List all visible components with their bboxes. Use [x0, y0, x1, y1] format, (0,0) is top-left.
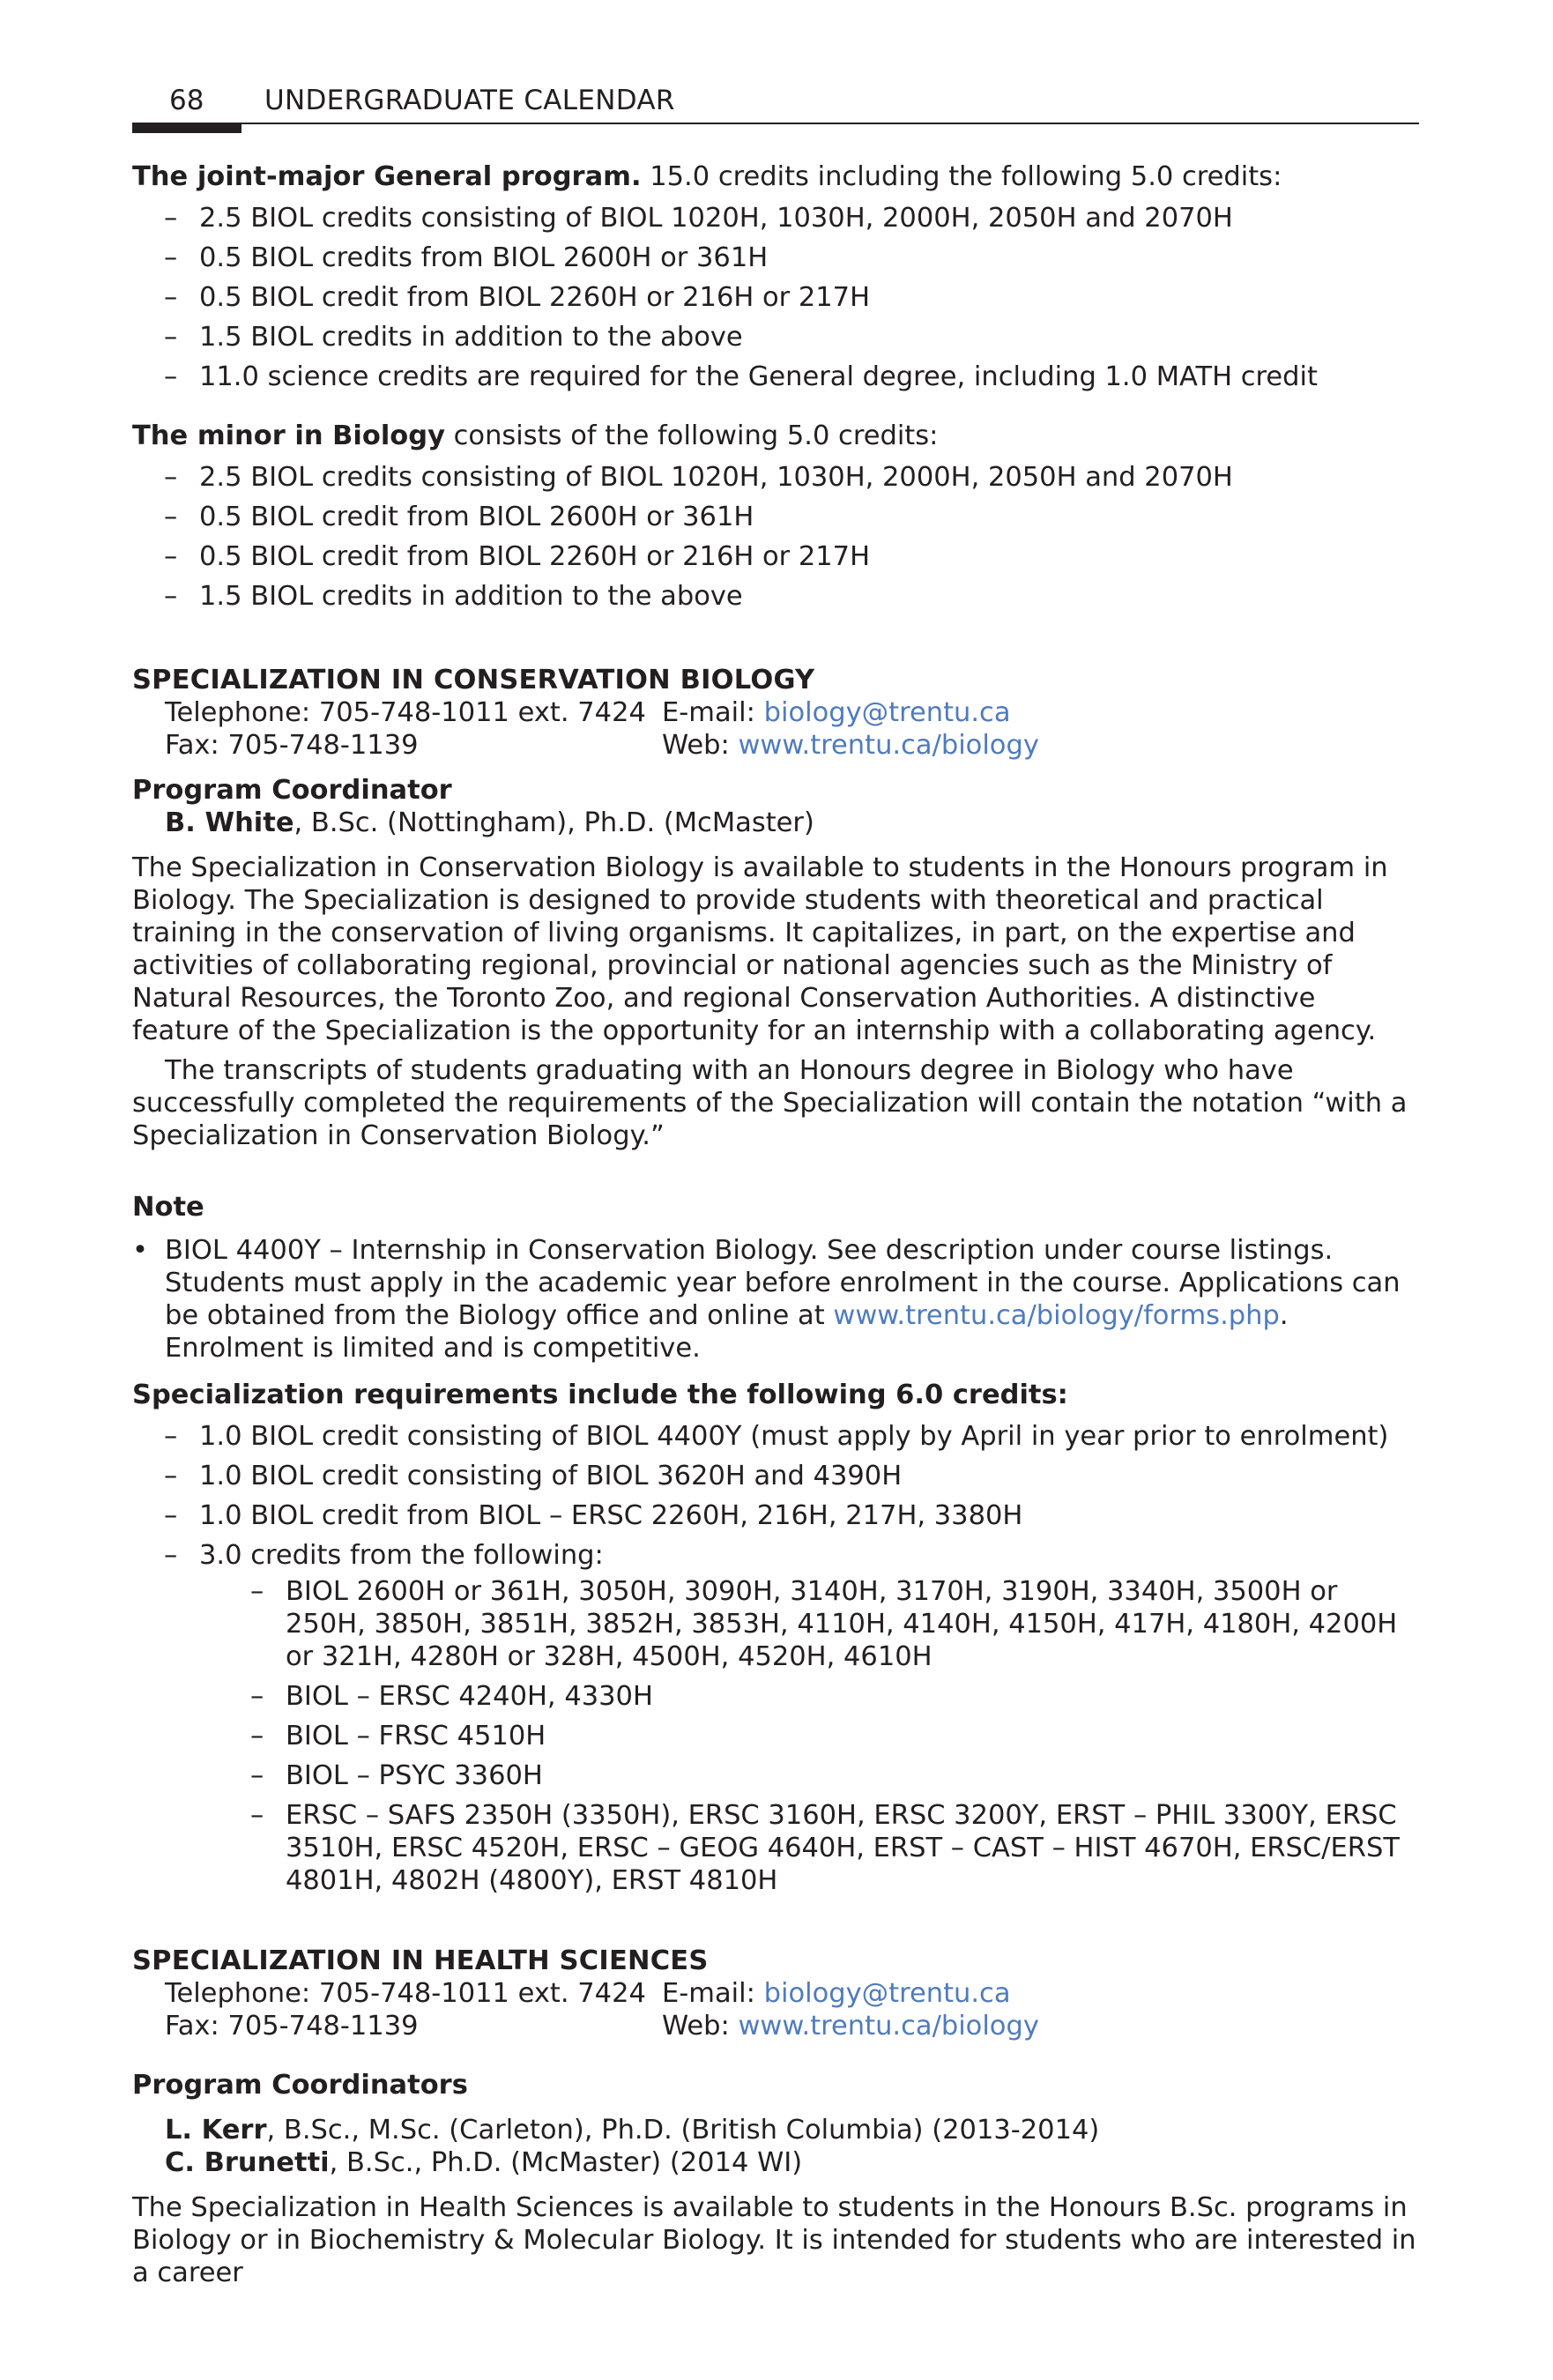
- sublist-item: – BIOL 2600H or 361H, 3050H, 3090H, 3140H, 3170H, 3190H, 3340H, 3500H or 250H, 3850H, 3851H, 3852H, 3853H, 4110H, 4140H, 4150H, 417H, 4180H, 4200H or 321H, 4280H or 328H, 4500H, 4520H, 4610H: [132, 1575, 1419, 1673]
- coordinator-credentials: , B.Sc., Ph.D. (McMaster) (2014 WI): [329, 2147, 803, 2178]
- conservation-coordinator: [132, 807, 1419, 839]
- note-heading: Note: [132, 1192, 204, 1223]
- list-item: – 1.5 BIOL credits in addition to the above: [132, 317, 1419, 357]
- list-item: – 0.5 BIOL credit from BIOL 2260H or 216H or 217H: [132, 278, 1419, 317]
- list-item: – 1.0 BIOL credit consisting of BIOL 3620H and 4390H: [132, 1456, 1419, 1496]
- sublist-item: – BIOL – FRSC 4510H: [132, 1720, 1419, 1752]
- general-program-intro-text: 15.0 credits including the following 5.0 credits:: [641, 161, 1282, 192]
- minor-title: The minor in Biology: [132, 420, 445, 451]
- coordinator-credentials: , B.Sc., M.Sc. (Carleton), Ph.D. (British Columbia) (2013-2014): [266, 2115, 1100, 2146]
- minor-intro: [132, 420, 1419, 452]
- coordinator-name: B. White: [165, 807, 294, 838]
- conservation-contact: [132, 696, 1419, 762]
- health-telephone: Telephone: 705-748-1011 ext. 7424: [165, 1978, 646, 2009]
- list-item: – 1.0 BIOL credit consisting of BIOL 4400Y (must apply by April in year prior to enrolment): [132, 1417, 1419, 1456]
- list-item: – 0.5 BIOL credits from BIOL 2600H or 361H: [132, 238, 1419, 278]
- list-item: – 3.0 credits from the following:: [132, 1536, 1419, 1575]
- coordinator-credentials: , B.Sc. (Nottingham), Ph.D. (McMaster): [294, 807, 814, 838]
- header-tab: [132, 123, 241, 133]
- health-coordinators-heading: Program Coordinators: [132, 2070, 468, 2101]
- conservation-telephone: Telephone: 705-748-1011 ext. 7424: [165, 697, 646, 728]
- list-item: – 0.5 BIOL credit from BIOL 2260H or 216H or 217H: [132, 537, 1419, 576]
- page-header: [132, 83, 1419, 138]
- conservation-fax: Fax: 705-748-1139: [165, 730, 419, 761]
- list-item: – 1.0 BIOL credit from BIOL – ERSC 2260H, 216H, 217H, 3380H: [132, 1496, 1419, 1536]
- sublist-item: – BIOL – PSYC 3360H: [132, 1759, 1419, 1792]
- email-label: E-mail:: [662, 697, 764, 728]
- forms-link[interactable]: www.trentu.ca/biology/forms.php: [833, 1300, 1280, 1331]
- list-item: – 0.5 BIOL credit from BIOL 2600H or 361H: [132, 497, 1419, 537]
- health-coordinators: [132, 2114, 1419, 2179]
- page-body: [132, 159, 1419, 2289]
- coordinator-name: C. Brunetti: [165, 2147, 330, 2178]
- list-item: – 11.0 science credits are required for the General degree, including 1.0 MATH credit: [132, 357, 1419, 397]
- note-text-2: . Enrolment is limited and is competitive.: [165, 1300, 1289, 1364]
- running-head: UNDERGRADUATE CALENDAR: [264, 85, 675, 116]
- conservation-paragraph-1: The Specialization in Conservation Biology is available to students in the Honours program in Biology. The Specialization is designed to provide students with theoretical and practical training in the conservation of living organisms. It capitalizes, in part, on the expertise and activities of collaborating regional, provincial or national agencies such as the Ministry of Natural Resources, the Toronto Zoo, and regional Conservation Authorities. A distinctive feature of the Specialization is the opportunity for an internship with a collaborating agency.: [132, 852, 1388, 1046]
- requirements-list: [132, 1417, 1419, 1575]
- sublist-item: – ERSC – SAFS 2350H (3350H), ERSC 3160H, ERSC 3200Y, ERST – PHIL 3300Y, ERSC 3510H, ERSC 4520H, ERSC – GEOG 4640H, ERST – CAST – HIST 4670H, ERSC/ERST 4801H, 4802H (4800Y), ERST 4810H: [132, 1799, 1419, 1897]
- list-item: – 2.5 BIOL credits consisting of BIOL 1020H, 1030H, 2000H, 2050H and 2070H: [132, 457, 1419, 497]
- minor-intro-text: consists of the following 5.0 credits:: [444, 420, 939, 451]
- note-text-1: BIOL 4400Y – Internship in Conservation Biology. See description under course listings. Students must apply in the academic year before enrolment in the course. Applications can be obtained from the Biology office and online at: [165, 1235, 1401, 1331]
- note-item: [132, 1234, 1419, 1365]
- health-coordinator-1: [132, 2114, 1419, 2146]
- health-email-link[interactable]: biology@trentu.ca: [763, 1978, 1011, 2009]
- conservation-coordinator-heading: Program Coordinator: [132, 775, 452, 806]
- coordinator-name: L. Kerr: [165, 2115, 267, 2146]
- requirements-sublist: [132, 1575, 1419, 1897]
- minor-list: [132, 457, 1419, 616]
- web-label: Web:: [662, 730, 739, 761]
- page-number: 68: [169, 85, 204, 116]
- list-item: – 2.5 BIOL credits consisting of BIOL 1020H, 1030H, 2000H, 2050H and 2070H: [132, 198, 1419, 238]
- health-coordinator-2: [132, 2146, 1419, 2179]
- web-label: Web:: [662, 2011, 739, 2042]
- general-program-intro: [132, 160, 1419, 193]
- requirements-heading: Specialization requirements include the following 6.0 credits:: [132, 1380, 1068, 1410]
- health-email-line: [662, 1977, 1419, 2010]
- conservation-web-link[interactable]: www.trentu.ca/biology: [738, 730, 1039, 761]
- health-paragraph-1: The Specialization in Health Sciences is available to students in the Honours B.Sc. programs in Biology or in Biochemistry & Molecular Biology. It is intended for students who are interested in a career: [132, 2192, 1416, 2288]
- list-item: – 1.5 BIOL credits in addition to the above: [132, 576, 1419, 616]
- conservation-email-line: [662, 696, 1419, 729]
- conservation-web-line: [662, 729, 1419, 762]
- general-program-list: [132, 198, 1419, 397]
- health-web-line: [662, 2010, 1419, 2042]
- general-program-title: The joint-major General program.: [132, 161, 642, 192]
- health-contact: [132, 1977, 1419, 2042]
- sublist-item: – BIOL – ERSC 4240H, 4330H: [132, 1680, 1419, 1713]
- note-list: [132, 1234, 1419, 1365]
- email-label: E-mail:: [662, 1978, 764, 2009]
- health-web-link[interactable]: www.trentu.ca/biology: [738, 2011, 1039, 2042]
- conservation-paragraph-2: The transcripts of students graduating with an Honours degree in Biology who have successfully completed the requirements of the Specialization will contain the notation “with a Specialization in Conservation Biology.”: [132, 1055, 1408, 1151]
- health-fax: Fax: 705-748-1139: [165, 2011, 419, 2042]
- conservation-section-title: SPECIALIZATION IN CONSERVATION BIOLOGY: [132, 665, 815, 695]
- header-rule: [132, 123, 1419, 124]
- health-section-title: SPECIALIZATION IN HEALTH SCIENCES: [132, 1945, 709, 1976]
- conservation-email-link[interactable]: biology@trentu.ca: [763, 697, 1011, 728]
